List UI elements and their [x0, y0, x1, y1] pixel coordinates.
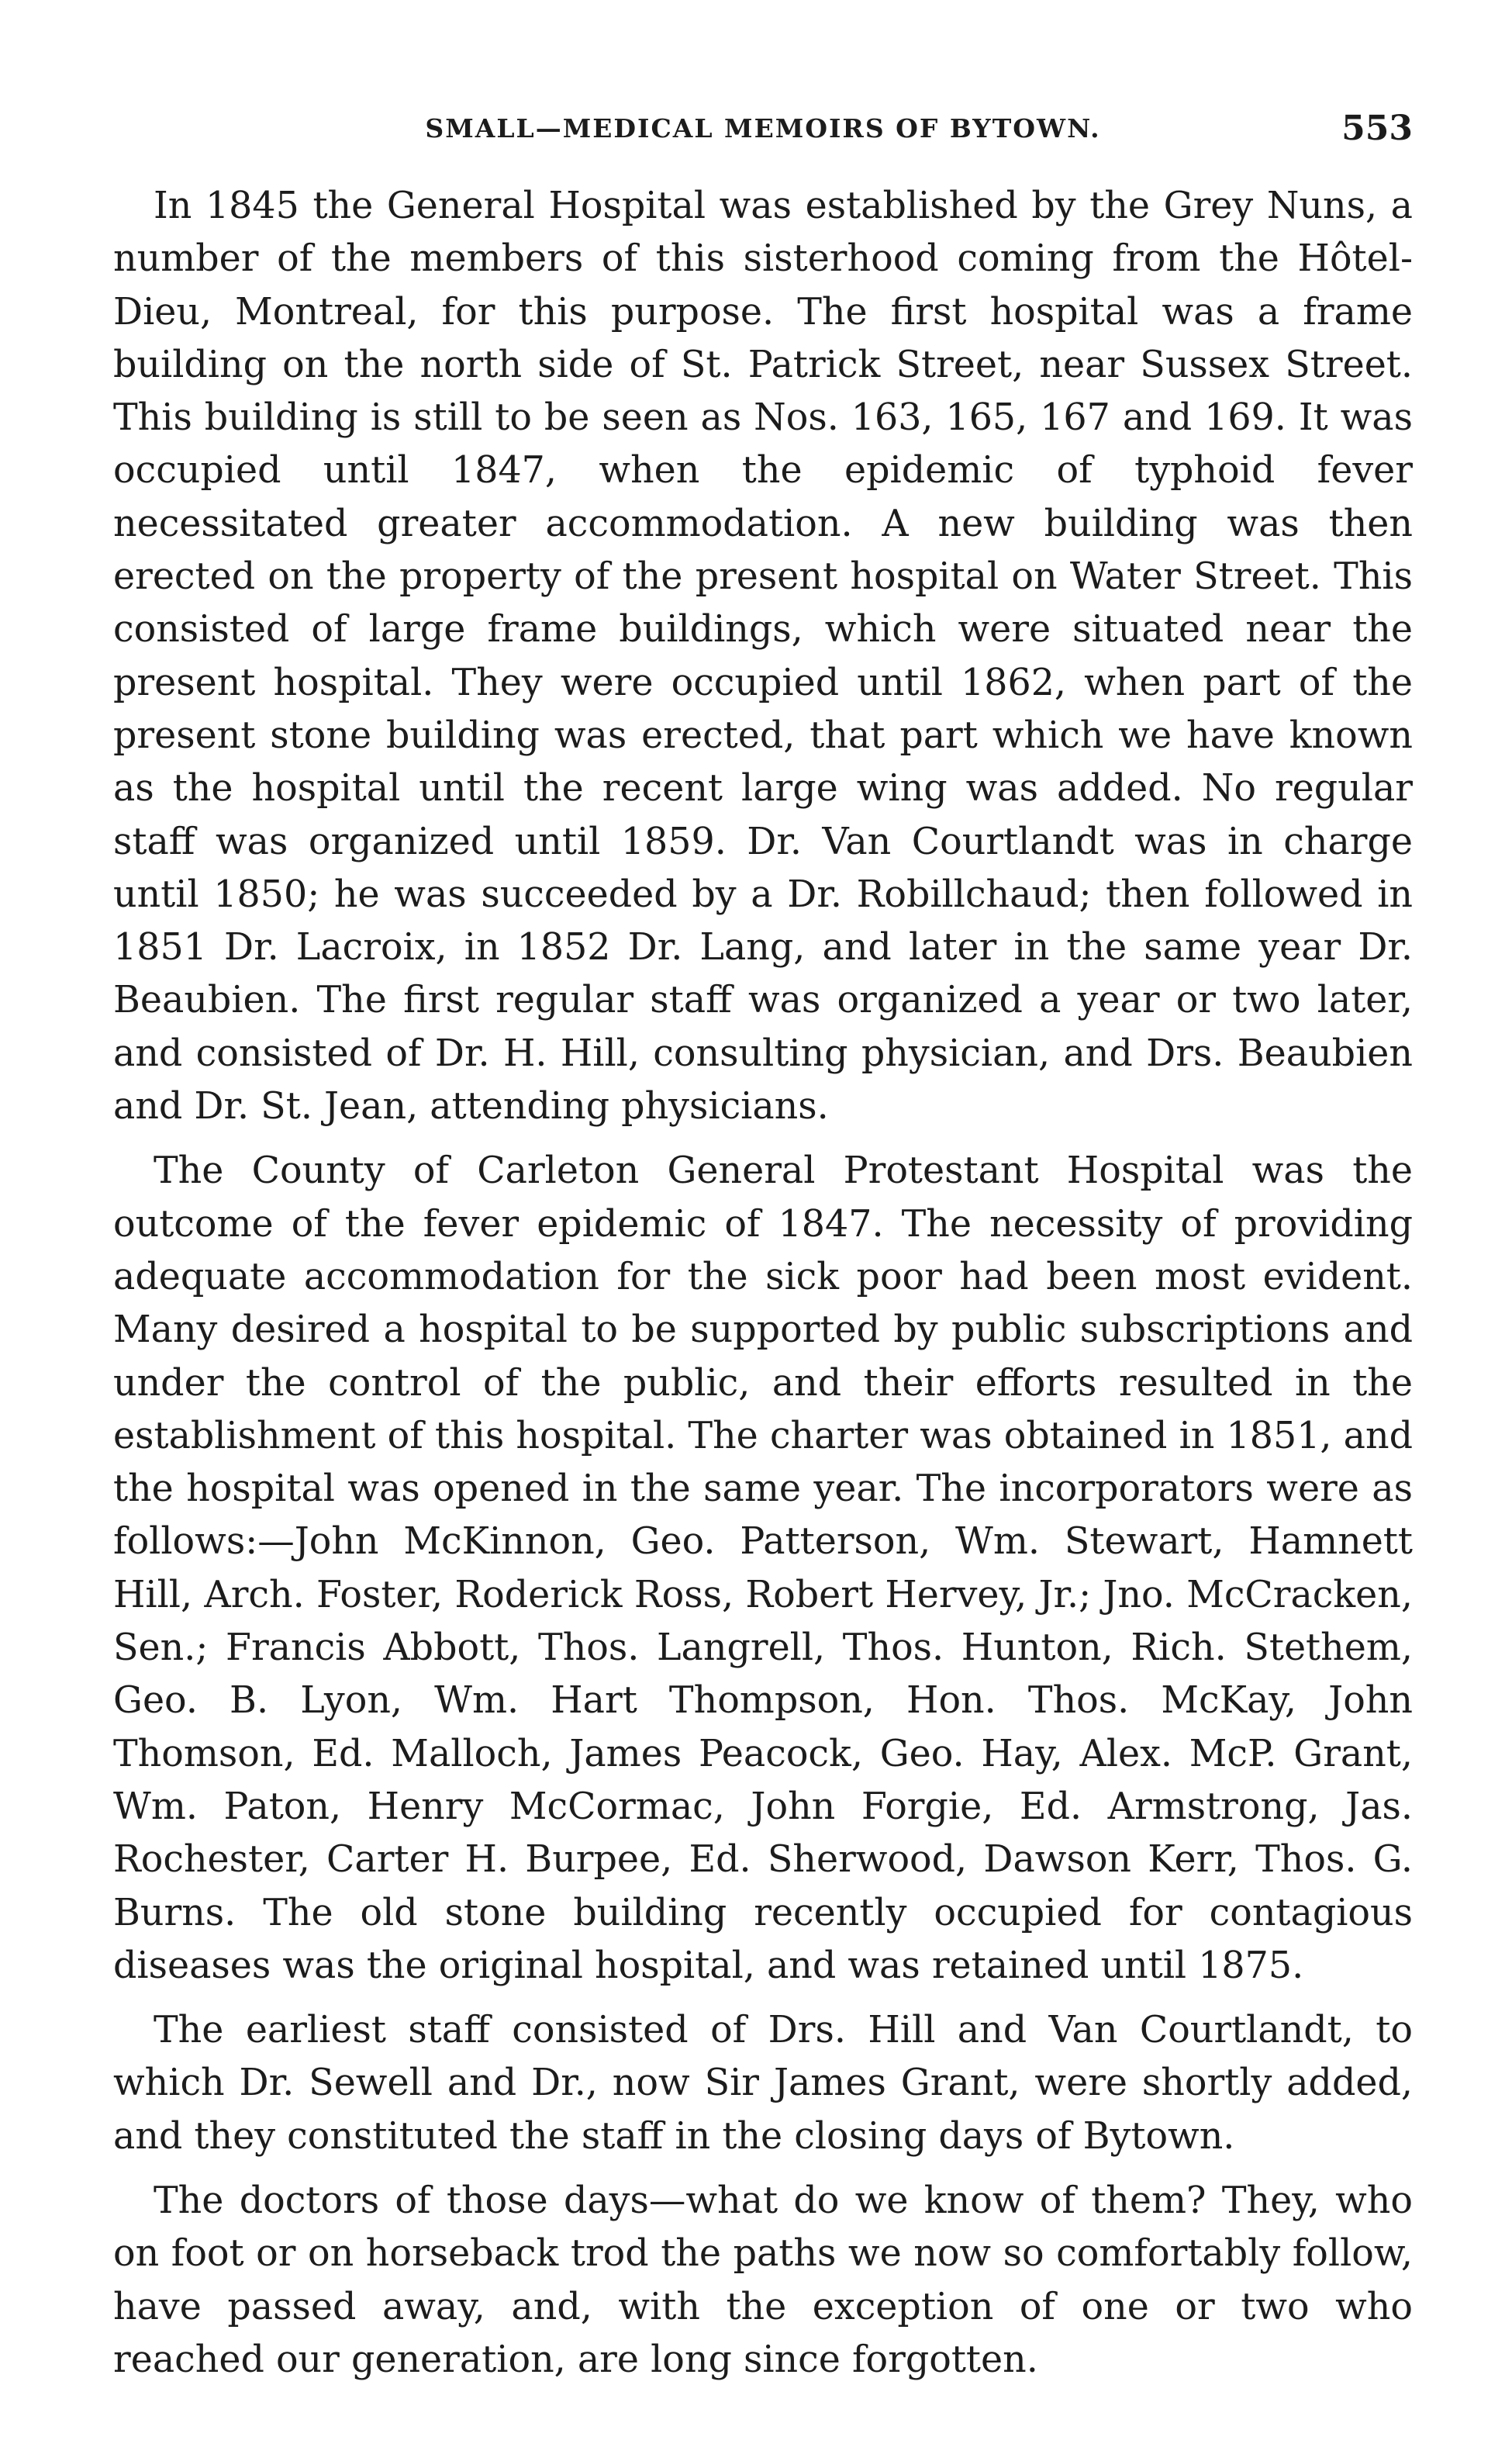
page-number: 553 — [1341, 109, 1413, 148]
running-head — [113, 109, 1413, 160]
paragraph-general-hospital: In 1845 the General Hospital was established by the Grey Nuns, a number of the members of this sisterhood coming from the Hôtel-Dieu, Montreal, for this purpose. The first hospital was a frame building on the north side of St. Patrick Street, near Sussex Street. This building is still to be seen as Nos. 163, 165, 167 and 169. It was occupied until 1847, when the epidemic of typhoid fever necessitated greater accommodation. A new building was then erected on the property of the present hospital on Water Street. This consisted of large frame buildings, which were situated near the present hospital. They were occupied until 1862, when part of the present stone building was erected, that part which we have known as the hospital until the recent large wing was added. No regular staff was organized until 1859. Dr. Van Courtlandt was in charge until 1850; he was succeeded by a Dr. Robillchaud; then followed in 1851 Dr. Lacroix, in 1852 Dr. Lang, and later in the same year Dr. Beaubien. The first regular staff was organized a year or two later, and consisted of Dr. H. Hill, consulting physician, and Drs. Beaubien and Dr. St. Jean, attending physicians. — [113, 185, 1413, 1128]
paragraph-doctors-of-those-days: The doctors of those days—what do we know of them? They, who on foot or on horseback trod the paths we now so comfortably follow, have passed away, and, with the exception of one or two who reached our generation, are long since forgotten. — [113, 2179, 1413, 2381]
paragraph-protestant-hospital: The County of Carleton General Protestant Hospital was the outcome of the fever epidemic of 1847. The necessity of providing adequate accommodation for the sick poor had been most evident. Many desired a hospital to be supported by public subscriptions and under the control of the public, and their efforts resulted in the establishment of this hospital. The charter was obtained in 1851, and the hospital was opened in the same year. The incorporators were as follows:—John McKinnon, Geo. Patterson, Wm. Stewart, Hamnett Hill, Arch. Foster, Roderick Ross, Robert Hervey, Jr.; Jno. McCracken, Sen.; Francis Abbott, Thos. Langrell, Thos. Hunton, Rich. Stethem, Geo. B. Lyon, Wm. Hart Thompson, Hon. Thos. McKay, John Thomson, Ed. Malloch, James Peacock, Geo. Hay, Alex. McP. Grant, Wm. Paton, Henry McCormac, John Forgie, Ed. Armstrong, Jas. Rochester, Carter H. Burpee, Ed. Sherwood, Dawson Kerr, Thos. G. Burns. The old stone building recently occupied for contagious diseases was the original hospital, and was retained until 1875. — [113, 1149, 1413, 1987]
body-text — [113, 180, 1413, 2387]
paragraph-earliest-staff: The earliest staff consisted of Drs. Hill and Van Courtlandt, to which Dr. Sewell and Dr., now Sir James Grant, were shortly added, and they constituted the staff in the closing days of Bytown. — [113, 2009, 1413, 2158]
running-title: SMALL—MEDICAL MEMOIRS OF BYTOWN. — [425, 113, 1101, 143]
book-page — [113, 0, 1413, 2454]
